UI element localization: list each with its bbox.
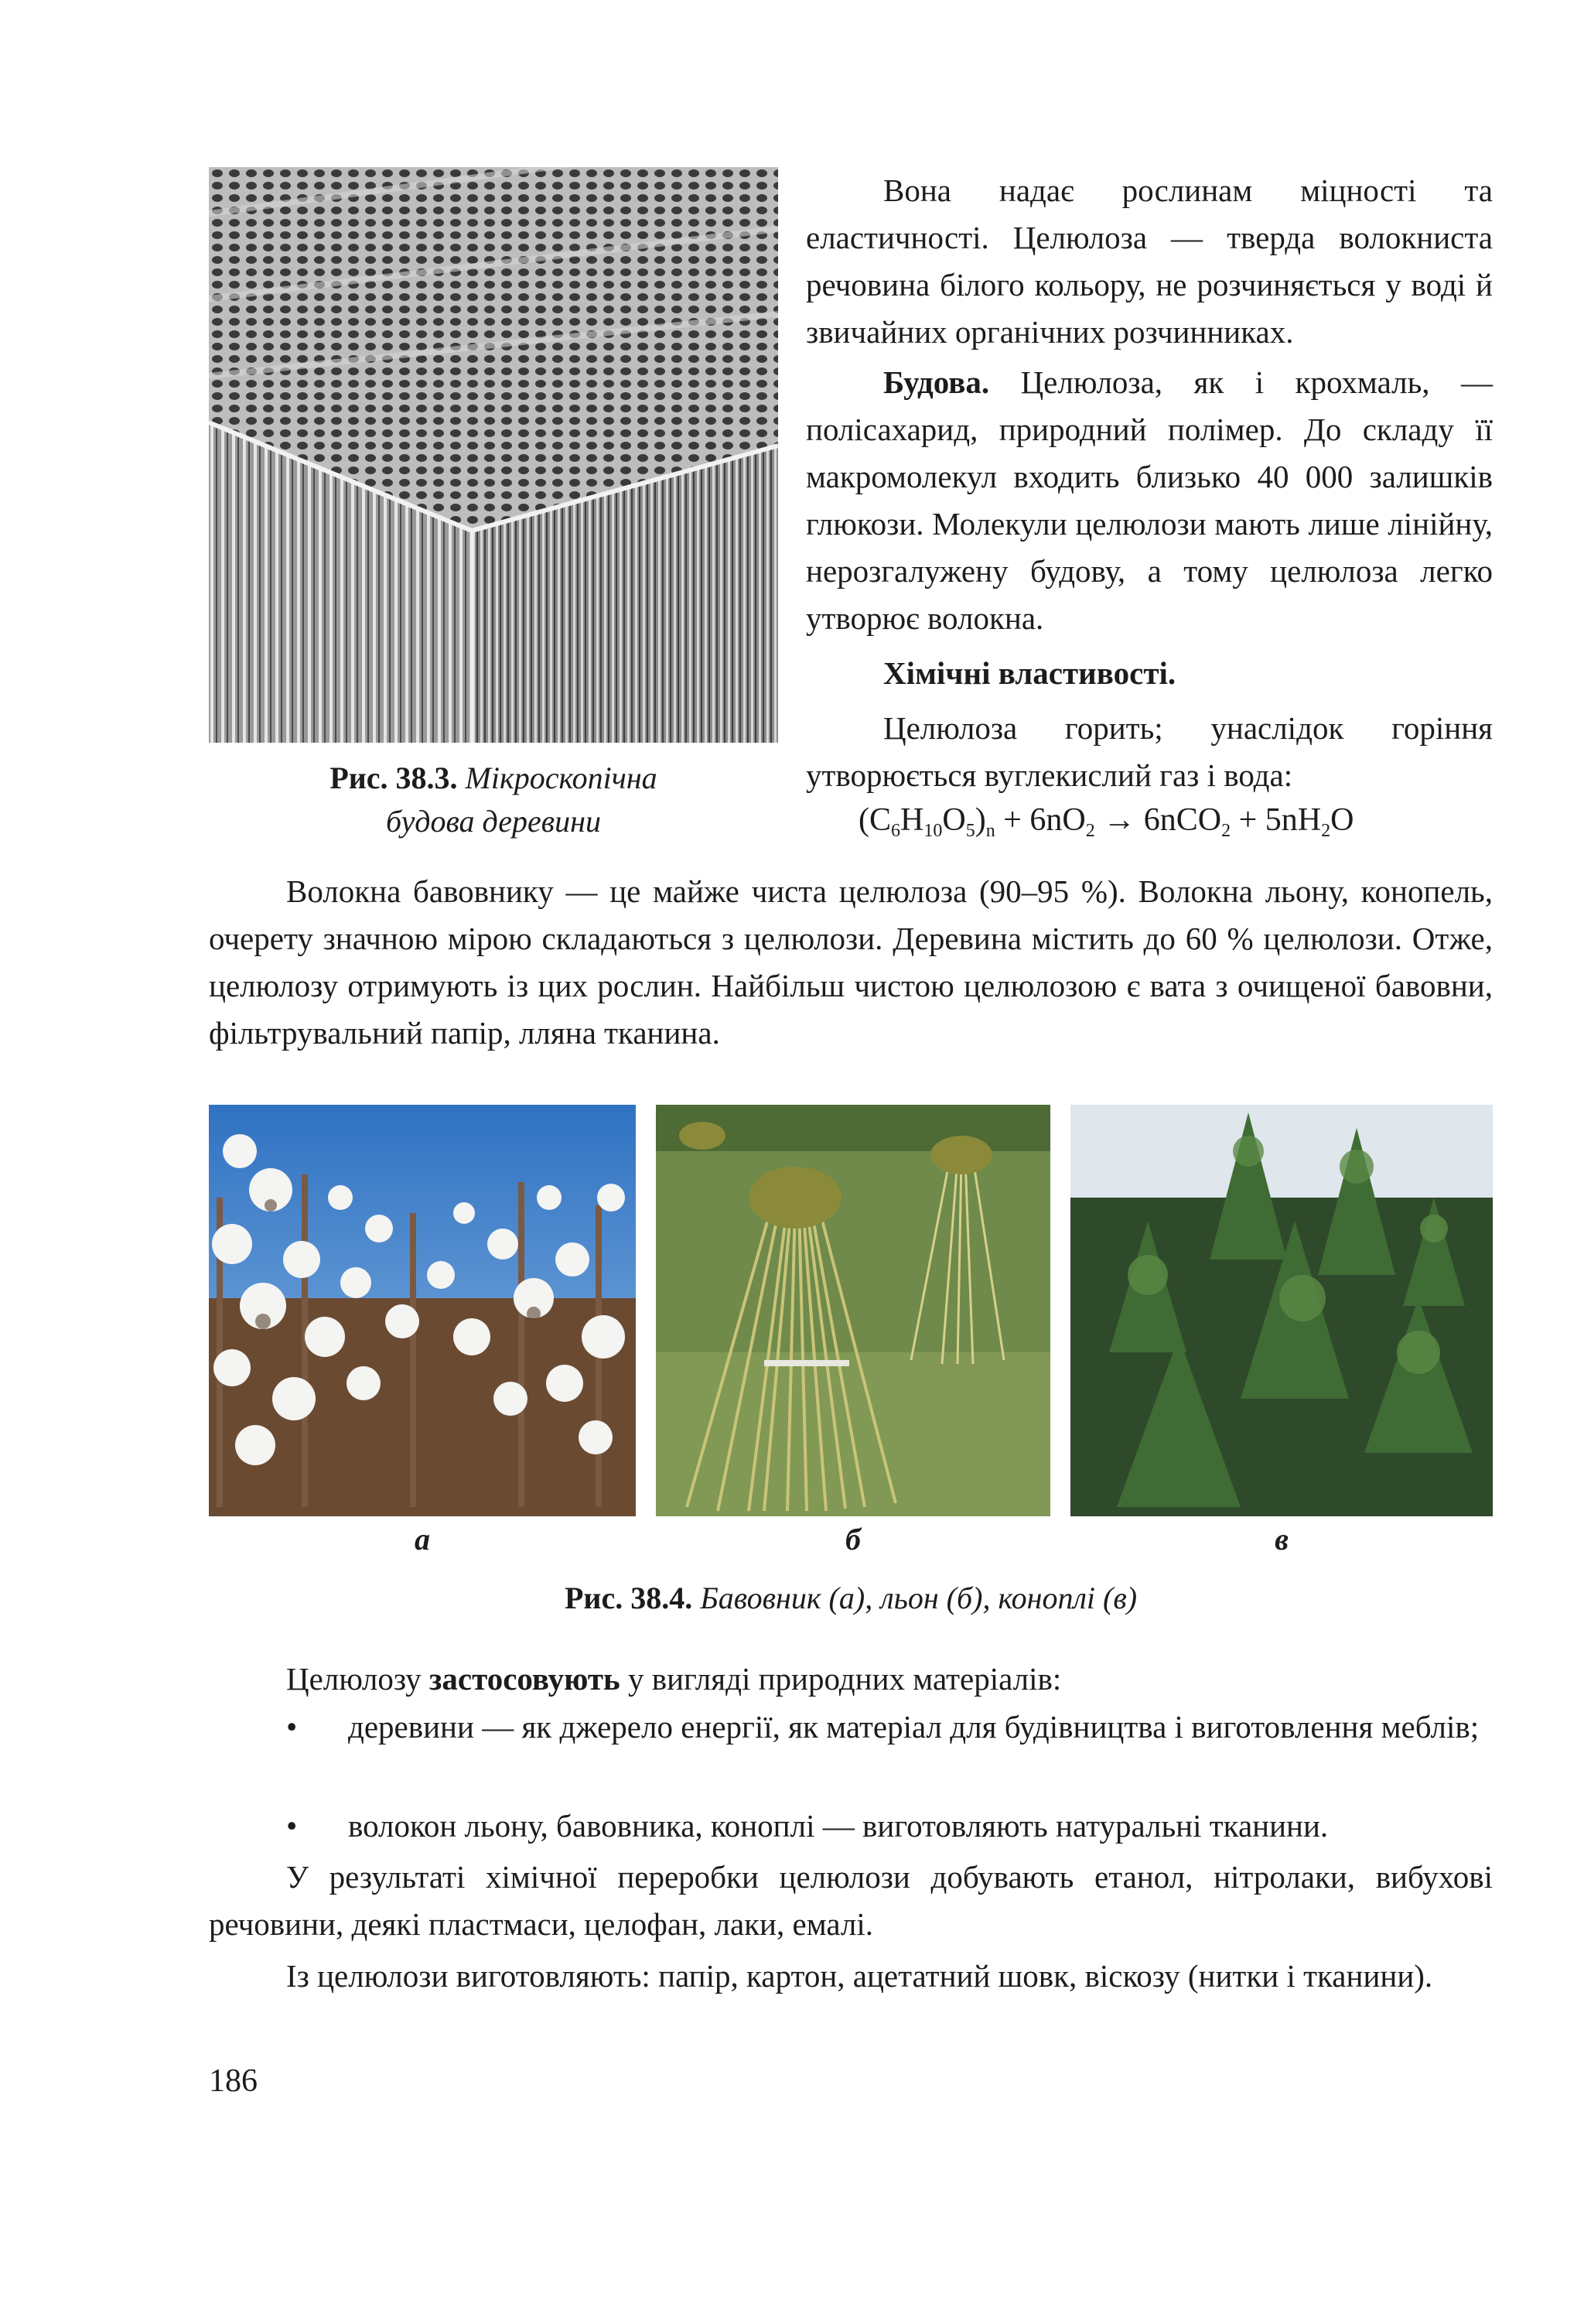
page-number: 186 <box>209 2063 258 2099</box>
eq-open: (C <box>859 802 891 838</box>
cotton-photo <box>209 1105 636 1516</box>
applications-intro-end: у вигляді природних матеріалів: <box>620 1661 1062 1697</box>
figure-38-3-label: Рис. 38.3. <box>329 760 458 795</box>
bullet-item-2: волокон льону, бавовника, коноплі — виготовляють натуральні тканини. <box>348 1808 1329 1844</box>
figure-38-4-caption <box>209 1577 1493 1620</box>
applications-intro-bold: застосовують <box>428 1661 620 1697</box>
eq-end: O <box>1330 802 1354 838</box>
bullet-item-1: деревини — як джерело енергії, як матеріал для будівництва і виготовлення меблів; <box>348 1709 1480 1745</box>
eq-o2-sub: 2 <box>1085 821 1095 841</box>
figure-letter-b: б <box>845 1522 861 1557</box>
applications-intro-start: Целюлозу <box>286 1661 429 1697</box>
flax-photo <box>656 1105 1050 1516</box>
paragraph-combustion: Целюлоза горить; унаслідок горіння утворюється вуглекислий газ і вода: <box>806 710 1493 793</box>
eq-rest1: + 6nO <box>995 802 1086 838</box>
structure-text: Целюлоза, як і крохмаль, — полісахарид, природний полімер. До складу її макромолекул входить близько 40 000 залишків глюкози. Молекули целюлози мають лише лінійну, нерозгалужену будову, а тому целюлоза легко утворює волокна. <box>806 364 1493 636</box>
figure-38-3-caption-line2: будова деревини <box>386 804 601 839</box>
right-column <box>806 167 1493 799</box>
paragraph-structure <box>806 359 1493 642</box>
eq-n-sub: n <box>985 821 995 841</box>
figure-38-4-caption-text: Бавовник (а), льон (б), коноплі (в) <box>700 1581 1138 1615</box>
eq-h: H <box>900 802 924 838</box>
paragraph-processing <box>209 1854 1493 2000</box>
paragraph-properties: Вона надає рослинам міцності та еластичності. Целюлоза — тверда волокниста речовина білого кольору, не розчиняється у воді й звичайних органічних розчинниках. <box>806 173 1493 350</box>
paragraph-applications <box>209 1656 1493 1703</box>
eq-arrow: → 6nCO <box>1094 802 1222 838</box>
combustion-equation <box>859 797 1493 843</box>
figure-38-4-label: Рис. 38.4. <box>564 1581 693 1615</box>
figure-letter-c: в <box>1275 1522 1289 1557</box>
eq-o: O <box>942 802 966 838</box>
paragraph-products-text: Із целюлози виготовляють: папір, картон, ацетатний шовк, віскозу (нитки і тканини). <box>286 1958 1433 1994</box>
eq-h-sub: 10 <box>923 821 943 841</box>
eq-co2-sub: 2 <box>1221 821 1231 841</box>
paragraph-fibers <box>209 868 1493 1057</box>
eq-c-sub: 6 <box>891 821 900 841</box>
figure-38-3-caption-line1: Мікроскопічна <box>465 760 657 795</box>
eq-rest2: + 5nH <box>1231 802 1322 838</box>
eq-h2-sub: 2 <box>1321 821 1331 841</box>
bullet-marker-2: • <box>286 1808 298 1844</box>
wood-microstructure-photo <box>209 167 778 743</box>
figure-letter-a: а <box>415 1522 430 1557</box>
paragraph-processing-text: У результаті хімічної переробки целюлози добувають етанол, нітролаки, вибухові речовини, деякі пластмаси, целофан, лаки, емалі. <box>209 1859 1493 1942</box>
chemical-properties-heading: Хімічні властивості. <box>883 655 1176 691</box>
eq-close: ) <box>975 802 986 838</box>
hemp-photo <box>1070 1105 1493 1516</box>
applications-intro <box>209 1656 1493 1703</box>
paragraph-fibers-text: Волокна бавовнику — це майже чиста целюлоза (90–95 %). Волокна льону, конопель, очерету значною мірою складаються з целюлози. Деревина містить до 60 % целюлози. Отже, целюлозу отримують із цих рослин. Найбільш чистою целюлозою є вата з очищеної бавовни, фільтрувальний папір, лляна тканина. <box>209 873 1493 1051</box>
figure-38-3-caption <box>209 757 778 843</box>
bullet-marker-1: • <box>286 1709 298 1745</box>
structure-heading: Будова. <box>883 364 990 400</box>
eq-o-sub: 5 <box>965 821 975 841</box>
